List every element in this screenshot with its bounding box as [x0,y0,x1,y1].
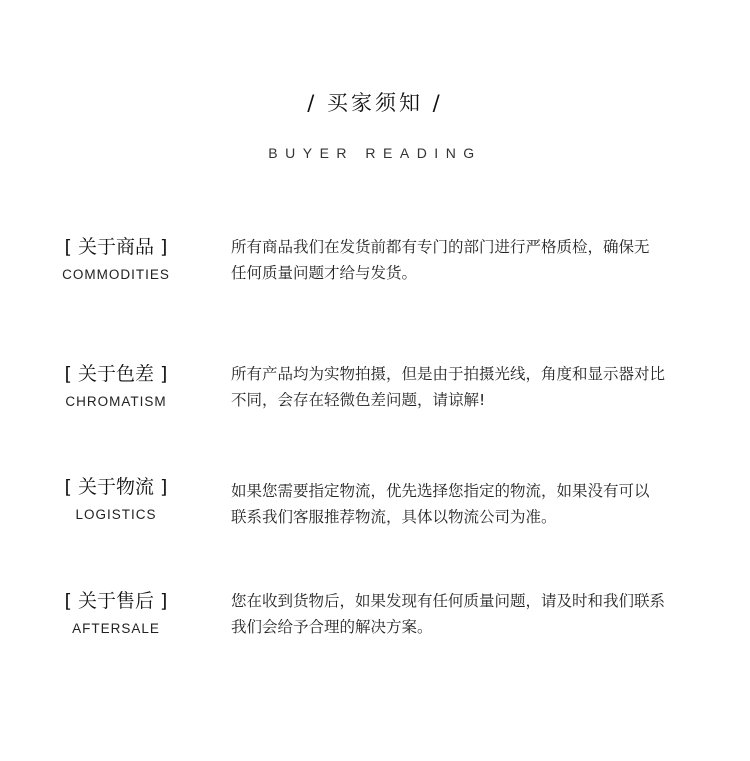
section-label-en: LOGISTICS [75,507,157,522]
section-aftersale [0,588,750,658]
description-line: 我们会给予合理的解决方案。 [231,618,433,636]
section-label-en: CHROMATISM [65,394,167,409]
section-label [46,474,186,524]
section-description [231,588,701,640]
description-line: 如果您需要指定物流，优先选择您指定的物流，如果没有可以 [231,482,650,500]
section-label [46,361,186,411]
page-title: / 买家须知 / [307,91,443,115]
section-label-zh: [ 关于色差 ] [64,363,168,385]
section-label-en: AFTERSALE [72,621,160,636]
section-description [231,478,701,530]
section-label-zh: [ 关于售后 ] [64,590,168,612]
description-line: 不同，会存在轻微色差问题，请谅解! [231,391,486,409]
description-line: 所有产品均为实物拍摄，但是由于拍摄光线，角度和显示器对比 [231,365,666,383]
description-line: 所有商品我们在发货前都有专门的部门进行严格质检，确保无 [231,238,650,256]
section-logistics [0,474,750,544]
section-description [231,361,701,413]
section-label [46,588,186,638]
section-description [231,234,701,286]
section-commodities [0,234,750,304]
section-label-zh: [ 关于商品 ] [64,236,168,258]
section-chromatism [0,361,750,431]
description-line: 任何质量问题才给与发货。 [231,264,418,282]
description-line: 联系我们客服推荐物流，具体以物流公司为准。 [231,508,557,526]
page-subtitle: BUYER READING [268,145,482,161]
section-label [46,234,186,284]
page-header [0,88,750,162]
section-label-zh: [ 关于物流 ] [64,476,168,498]
section-label-en: COMMODITIES [62,267,170,282]
description-line: 您在收到货物后，如果发现有任何质量问题，请及时和我们联系 [231,592,666,610]
